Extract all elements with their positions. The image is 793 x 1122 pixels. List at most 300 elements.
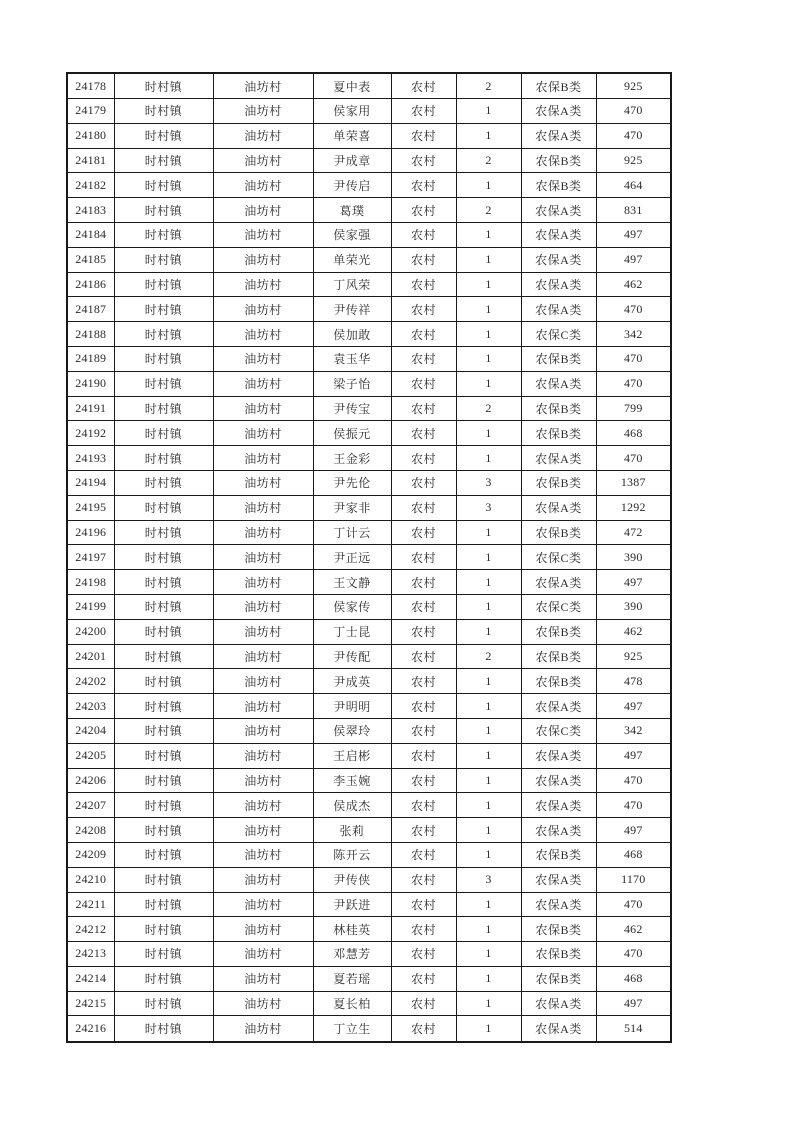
table-row	[67, 619, 671, 644]
table-cell-category: 农保B类	[521, 73, 596, 99]
table-row	[67, 842, 671, 867]
table-row	[67, 346, 671, 371]
table-cell-village: 油坊村	[213, 793, 313, 818]
table-cell-category: 农保A类	[521, 818, 596, 843]
table-cell-name: 尹正远	[313, 545, 391, 570]
table-cell-residence: 农村	[391, 99, 456, 124]
table-cell-id: 24197	[67, 545, 114, 570]
table-cell-id: 24187	[67, 297, 114, 322]
table-cell-town: 时村镇	[114, 123, 213, 148]
table-cell-id: 24215	[67, 991, 114, 1016]
table-cell-persons: 1	[456, 520, 521, 545]
table-cell-persons: 1	[456, 371, 521, 396]
table-cell-name: 张莉	[313, 818, 391, 843]
table-cell-id: 24207	[67, 793, 114, 818]
table-cell-name: 单荣光	[313, 247, 391, 272]
table-cell-town: 时村镇	[114, 545, 213, 570]
table-cell-name: 侯翠玲	[313, 718, 391, 743]
table-cell-name: 侯家传	[313, 594, 391, 619]
table-cell-category: 农保B类	[521, 966, 596, 991]
table-row	[67, 545, 671, 570]
table-cell-residence: 农村	[391, 247, 456, 272]
table-cell-village: 油坊村	[213, 818, 313, 843]
table-cell-name: 侯家强	[313, 222, 391, 247]
table-cell-village: 油坊村	[213, 198, 313, 223]
table-cell-name: 尹传侠	[313, 867, 391, 892]
table-cell-town: 时村镇	[114, 619, 213, 644]
table-cell-village: 油坊村	[213, 322, 313, 347]
table-cell-amount: 470	[596, 793, 671, 818]
table-cell-category: 农保B类	[521, 644, 596, 669]
table-cell-persons: 3	[456, 470, 521, 495]
table-cell-village: 油坊村	[213, 991, 313, 1016]
table-cell-amount: 470	[596, 297, 671, 322]
table-cell-name: 尹传宝	[313, 396, 391, 421]
table-cell-name: 王启彬	[313, 743, 391, 768]
table-cell-id: 24194	[67, 470, 114, 495]
table-cell-id: 24201	[67, 644, 114, 669]
table-cell-persons: 1	[456, 322, 521, 347]
table-cell-residence: 农村	[391, 991, 456, 1016]
table-cell-name: 王文静	[313, 570, 391, 595]
table-cell-persons: 1	[456, 694, 521, 719]
table-cell-category: 农保B类	[521, 619, 596, 644]
table-cell-village: 油坊村	[213, 743, 313, 768]
table-cell-residence: 农村	[391, 446, 456, 471]
table-row	[67, 322, 671, 347]
table-cell-category: 农保A类	[521, 371, 596, 396]
table-cell-id: 24182	[67, 173, 114, 198]
table-cell-town: 时村镇	[114, 1016, 213, 1042]
table-cell-id: 24192	[67, 421, 114, 446]
table-cell-category: 农保A类	[521, 198, 596, 223]
table-cell-name: 尹成英	[313, 669, 391, 694]
table-cell-amount: 1292	[596, 495, 671, 520]
table-cell-residence: 农村	[391, 768, 456, 793]
table-row	[67, 495, 671, 520]
table-cell-name: 尹成章	[313, 148, 391, 173]
table-row	[67, 892, 671, 917]
table-cell-village: 油坊村	[213, 470, 313, 495]
table-cell-town: 时村镇	[114, 198, 213, 223]
table-cell-id: 24196	[67, 520, 114, 545]
table-cell-town: 时村镇	[114, 570, 213, 595]
table-cell-village: 油坊村	[213, 867, 313, 892]
table-cell-name: 邓慧芳	[313, 942, 391, 967]
table-cell-persons: 2	[456, 644, 521, 669]
table-cell-residence: 农村	[391, 818, 456, 843]
table-cell-amount: 497	[596, 570, 671, 595]
table-cell-town: 时村镇	[114, 222, 213, 247]
table-cell-residence: 农村	[391, 669, 456, 694]
table-cell-town: 时村镇	[114, 148, 213, 173]
table-cell-residence: 农村	[391, 867, 456, 892]
table-cell-village: 油坊村	[213, 768, 313, 793]
table-cell-residence: 农村	[391, 272, 456, 297]
table-cell-amount: 468	[596, 421, 671, 446]
table-cell-village: 油坊村	[213, 446, 313, 471]
table-row	[67, 966, 671, 991]
table-cell-amount: 390	[596, 594, 671, 619]
table-cell-name: 尹明明	[313, 694, 391, 719]
table-cell-amount: 468	[596, 966, 671, 991]
table-cell-persons: 1	[456, 892, 521, 917]
table-row	[67, 173, 671, 198]
table-cell-category: 农保C类	[521, 545, 596, 570]
table-cell-town: 时村镇	[114, 644, 213, 669]
table-cell-id: 24195	[67, 495, 114, 520]
table-cell-id: 24198	[67, 570, 114, 595]
table-cell-residence: 农村	[391, 495, 456, 520]
table-row	[67, 570, 671, 595]
table-row	[67, 297, 671, 322]
table-cell-town: 时村镇	[114, 966, 213, 991]
table-cell-village: 油坊村	[213, 148, 313, 173]
table-cell-id: 24180	[67, 123, 114, 148]
table-cell-category: 农保A类	[521, 123, 596, 148]
table-cell-amount: 514	[596, 1016, 671, 1042]
table-cell-village: 油坊村	[213, 545, 313, 570]
table-cell-residence: 农村	[391, 694, 456, 719]
table-cell-persons: 1	[456, 594, 521, 619]
table-row	[67, 446, 671, 471]
table-cell-persons: 2	[456, 396, 521, 421]
table-cell-id: 24188	[67, 322, 114, 347]
table-cell-id: 24203	[67, 694, 114, 719]
table-cell-name: 夏长柏	[313, 991, 391, 1016]
table-cell-village: 油坊村	[213, 718, 313, 743]
table-cell-category: 农保A类	[521, 272, 596, 297]
table-cell-persons: 2	[456, 198, 521, 223]
table-cell-village: 油坊村	[213, 942, 313, 967]
table-cell-village: 油坊村	[213, 966, 313, 991]
table-cell-persons: 3	[456, 867, 521, 892]
table-cell-category: 农保A类	[521, 222, 596, 247]
table-cell-category: 农保A类	[521, 793, 596, 818]
table-cell-name: 尹家非	[313, 495, 391, 520]
table-row	[67, 371, 671, 396]
table-cell-id: 24179	[67, 99, 114, 124]
table-cell-persons: 2	[456, 148, 521, 173]
table-row	[67, 396, 671, 421]
table-cell-amount: 470	[596, 371, 671, 396]
table-cell-category: 农保A类	[521, 297, 596, 322]
table-row	[67, 148, 671, 173]
table-cell-residence: 农村	[391, 842, 456, 867]
table-cell-village: 油坊村	[213, 1016, 313, 1042]
table-cell-residence: 农村	[391, 619, 456, 644]
table-cell-category: 农保B类	[521, 346, 596, 371]
table-cell-amount: 1387	[596, 470, 671, 495]
table-cell-amount: 462	[596, 272, 671, 297]
table-cell-amount: 1170	[596, 867, 671, 892]
table-cell-id: 24186	[67, 272, 114, 297]
table-row	[67, 942, 671, 967]
table-cell-village: 油坊村	[213, 346, 313, 371]
table-cell-town: 时村镇	[114, 272, 213, 297]
table-cell-persons: 1	[456, 545, 521, 570]
table-cell-persons: 1	[456, 297, 521, 322]
table-cell-residence: 农村	[391, 718, 456, 743]
table-cell-persons: 1	[456, 272, 521, 297]
table-cell-id: 24211	[67, 892, 114, 917]
table-cell-name: 林桂英	[313, 917, 391, 942]
table-cell-category: 农保B类	[521, 470, 596, 495]
table-cell-category: 农保B类	[521, 669, 596, 694]
table-cell-amount: 470	[596, 346, 671, 371]
table-cell-residence: 农村	[391, 148, 456, 173]
table-cell-id: 24184	[67, 222, 114, 247]
table-cell-town: 时村镇	[114, 371, 213, 396]
table-cell-name: 侯加敢	[313, 322, 391, 347]
table-cell-residence: 农村	[391, 198, 456, 223]
table-cell-amount: 497	[596, 818, 671, 843]
table-cell-category: 农保A类	[521, 1016, 596, 1042]
table-cell-amount: 464	[596, 173, 671, 198]
table-cell-amount: 497	[596, 222, 671, 247]
table-cell-name: 梁子怡	[313, 371, 391, 396]
table-cell-residence: 农村	[391, 173, 456, 198]
table-cell-persons: 1	[456, 173, 521, 198]
table-cell-amount: 470	[596, 99, 671, 124]
table-cell-name: 侯成杰	[313, 793, 391, 818]
table-row	[67, 123, 671, 148]
table-row	[67, 694, 671, 719]
table-cell-town: 时村镇	[114, 694, 213, 719]
table-cell-town: 时村镇	[114, 470, 213, 495]
table-cell-category: 农保A类	[521, 867, 596, 892]
table-cell-village: 油坊村	[213, 917, 313, 942]
table-cell-residence: 农村	[391, 793, 456, 818]
table-cell-name: 尹跃进	[313, 892, 391, 917]
table-row	[67, 867, 671, 892]
table-row	[67, 991, 671, 1016]
table-cell-village: 油坊村	[213, 594, 313, 619]
table-row	[67, 1016, 671, 1042]
table-cell-persons: 1	[456, 768, 521, 793]
table-row	[67, 594, 671, 619]
table-cell-persons: 1	[456, 991, 521, 1016]
table-row	[67, 470, 671, 495]
table-cell-persons: 3	[456, 495, 521, 520]
table-cell-village: 油坊村	[213, 669, 313, 694]
table-row	[67, 718, 671, 743]
table-cell-id: 24214	[67, 966, 114, 991]
table-cell-id: 24210	[67, 867, 114, 892]
table-cell-town: 时村镇	[114, 297, 213, 322]
table-row	[67, 917, 671, 942]
table-cell-name: 王金彩	[313, 446, 391, 471]
table-cell-name: 丁风荣	[313, 272, 391, 297]
table-cell-category: 农保C类	[521, 718, 596, 743]
table-cell-amount: 470	[596, 446, 671, 471]
table-cell-persons: 1	[456, 346, 521, 371]
table-body	[67, 73, 671, 1042]
table-cell-residence: 农村	[391, 421, 456, 446]
table-cell-persons: 1	[456, 222, 521, 247]
table-cell-amount: 497	[596, 247, 671, 272]
table-cell-category: 农保A类	[521, 99, 596, 124]
table-cell-amount: 478	[596, 669, 671, 694]
table-cell-amount: 497	[596, 694, 671, 719]
table-cell-town: 时村镇	[114, 73, 213, 99]
table-cell-amount: 462	[596, 917, 671, 942]
table-cell-residence: 农村	[391, 594, 456, 619]
table-cell-persons: 2	[456, 73, 521, 99]
table-cell-name: 夏若瑶	[313, 966, 391, 991]
table-cell-village: 油坊村	[213, 892, 313, 917]
table-cell-town: 时村镇	[114, 718, 213, 743]
table-cell-village: 油坊村	[213, 396, 313, 421]
table-cell-amount: 497	[596, 743, 671, 768]
table-cell-name: 尹先伦	[313, 470, 391, 495]
table-cell-residence: 农村	[391, 222, 456, 247]
table-cell-persons: 1	[456, 818, 521, 843]
table-cell-id: 24178	[67, 73, 114, 99]
table-cell-amount: 468	[596, 842, 671, 867]
table-cell-category: 农保C类	[521, 322, 596, 347]
table-cell-category: 农保B类	[521, 421, 596, 446]
table-cell-town: 时村镇	[114, 421, 213, 446]
table-cell-name: 侯振元	[313, 421, 391, 446]
table-cell-category: 农保A类	[521, 570, 596, 595]
table-cell-id: 24185	[67, 247, 114, 272]
table-cell-name: 尹传启	[313, 173, 391, 198]
table-cell-category: 农保A类	[521, 446, 596, 471]
table-cell-town: 时村镇	[114, 942, 213, 967]
table-cell-amount: 462	[596, 619, 671, 644]
table-cell-category: 农保A类	[521, 991, 596, 1016]
table-cell-amount: 831	[596, 198, 671, 223]
table-row	[67, 818, 671, 843]
table-cell-category: 农保A类	[521, 768, 596, 793]
table-cell-residence: 农村	[391, 396, 456, 421]
table-cell-town: 时村镇	[114, 594, 213, 619]
table-cell-village: 油坊村	[213, 272, 313, 297]
table-cell-amount: 470	[596, 768, 671, 793]
table-cell-category: 农保A类	[521, 694, 596, 719]
table-cell-residence: 农村	[391, 570, 456, 595]
table-cell-amount: 390	[596, 545, 671, 570]
table-cell-id: 24202	[67, 669, 114, 694]
table-cell-persons: 1	[456, 718, 521, 743]
table-cell-town: 时村镇	[114, 99, 213, 124]
table-cell-persons: 1	[456, 966, 521, 991]
table-cell-village: 油坊村	[213, 644, 313, 669]
table-cell-name: 袁玉华	[313, 346, 391, 371]
table-cell-id: 24191	[67, 396, 114, 421]
table-cell-residence: 农村	[391, 73, 456, 99]
table-cell-residence: 农村	[391, 520, 456, 545]
table-cell-id: 24208	[67, 818, 114, 843]
table-cell-amount: 342	[596, 322, 671, 347]
table-cell-village: 油坊村	[213, 570, 313, 595]
table-cell-town: 时村镇	[114, 520, 213, 545]
table-cell-persons: 1	[456, 247, 521, 272]
table-cell-persons: 1	[456, 619, 521, 644]
table-cell-name: 李玉婉	[313, 768, 391, 793]
table-cell-persons: 1	[456, 1016, 521, 1042]
table-cell-persons: 1	[456, 570, 521, 595]
table-cell-category: 农保A类	[521, 743, 596, 768]
table-cell-town: 时村镇	[114, 867, 213, 892]
table-cell-category: 农保B类	[521, 148, 596, 173]
table-cell-id: 24204	[67, 718, 114, 743]
table-cell-amount: 925	[596, 644, 671, 669]
table-row	[67, 73, 671, 99]
table-cell-amount: 342	[596, 718, 671, 743]
table-cell-persons: 1	[456, 793, 521, 818]
table-row	[67, 793, 671, 818]
table-cell-id: 24190	[67, 371, 114, 396]
table-cell-town: 时村镇	[114, 743, 213, 768]
table-cell-residence: 农村	[391, 942, 456, 967]
table-cell-persons: 1	[456, 123, 521, 148]
table-cell-residence: 农村	[391, 346, 456, 371]
table-cell-village: 油坊村	[213, 247, 313, 272]
table-cell-id: 24213	[67, 942, 114, 967]
table-cell-town: 时村镇	[114, 818, 213, 843]
table-cell-category: 农保A类	[521, 495, 596, 520]
table-row	[67, 768, 671, 793]
table-cell-village: 油坊村	[213, 73, 313, 99]
table-cell-id: 24189	[67, 346, 114, 371]
table-cell-category: 农保A类	[521, 892, 596, 917]
table-cell-id: 24205	[67, 743, 114, 768]
table-row	[67, 520, 671, 545]
table-row	[67, 272, 671, 297]
table-cell-name: 夏中表	[313, 73, 391, 99]
table-cell-persons: 1	[456, 99, 521, 124]
table-cell-name: 葛璞	[313, 198, 391, 223]
table-cell-village: 油坊村	[213, 842, 313, 867]
table-cell-id: 24216	[67, 1016, 114, 1042]
table-cell-category: 农保B类	[521, 917, 596, 942]
table-cell-village: 油坊村	[213, 520, 313, 545]
table-cell-village: 油坊村	[213, 297, 313, 322]
table-cell-town: 时村镇	[114, 346, 213, 371]
table-cell-town: 时村镇	[114, 768, 213, 793]
table-cell-category: 农保B类	[521, 842, 596, 867]
table-cell-id: 24206	[67, 768, 114, 793]
table-cell-category: 农保A类	[521, 247, 596, 272]
table-cell-name: 侯家用	[313, 99, 391, 124]
table-cell-residence: 农村	[391, 743, 456, 768]
table-row	[67, 743, 671, 768]
table-cell-village: 油坊村	[213, 619, 313, 644]
table-cell-village: 油坊村	[213, 421, 313, 446]
table-cell-persons: 1	[456, 669, 521, 694]
table-cell-town: 时村镇	[114, 793, 213, 818]
table-cell-id: 24212	[67, 917, 114, 942]
data-table	[66, 72, 672, 1043]
table-cell-id: 24181	[67, 148, 114, 173]
table-cell-name: 丁立生	[313, 1016, 391, 1042]
table-cell-village: 油坊村	[213, 495, 313, 520]
table-row	[67, 198, 671, 223]
table-cell-name: 丁计云	[313, 520, 391, 545]
table-cell-town: 时村镇	[114, 247, 213, 272]
table-cell-name: 尹传祥	[313, 297, 391, 322]
table-cell-residence: 农村	[391, 123, 456, 148]
table-cell-town: 时村镇	[114, 991, 213, 1016]
table-row	[67, 99, 671, 124]
table-cell-name: 陈开云	[313, 842, 391, 867]
table-cell-name: 尹传配	[313, 644, 391, 669]
table-cell-residence: 农村	[391, 644, 456, 669]
table-cell-amount: 470	[596, 892, 671, 917]
table-cell-residence: 农村	[391, 966, 456, 991]
